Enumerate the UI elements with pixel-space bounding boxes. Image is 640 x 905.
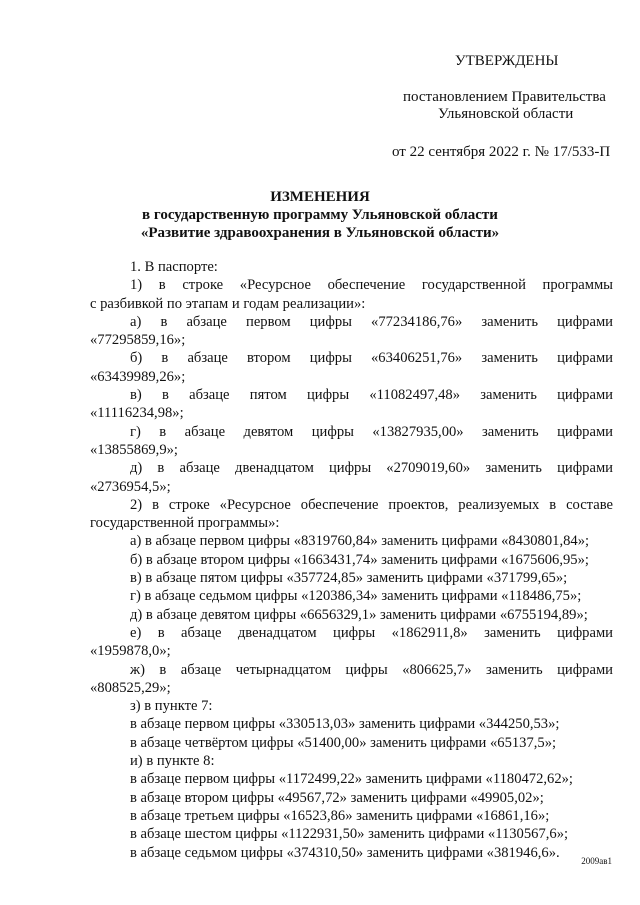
body-line: в абзаце втором цифры «49567,72» заменить цифрами «49905,02»; <box>130 789 544 806</box>
body-line: а) в абзаце первом цифры «8319760,84» заменить цифрами «8430801,84»; <box>130 533 590 550</box>
body-line: з) в пункте 7: <box>130 698 213 715</box>
body-line: ж) в абзаце четырнадцатом цифры «806625,7» заменить цифрами <box>130 661 613 678</box>
body-line: б) в абзаце втором цифры «63406251,76» заменить цифрами <box>130 350 613 367</box>
approval-line-1: постановлением Правительства <box>403 89 606 105</box>
body-line: «77295859,16»; <box>90 332 186 349</box>
body-line: б) в абзаце втором цифры «1663431,74» заменить цифрами «1675606,95»; <box>130 551 589 568</box>
body-line: в абзаце четвёртом цифры «51400,00» заменить цифрами «65137,5»; <box>130 734 557 751</box>
document-body <box>90 258 613 862</box>
approval-line-2: Ульяновской области <box>438 106 574 122</box>
body-line: в) в абзаце пятом цифры «357724,85» заменить цифрами «371799,65»; <box>130 570 568 587</box>
heading-subtitle-2: «Развитие здравоохранения в Ульяновской области» <box>140 225 500 241</box>
body-line: д) в абзаце девятом цифры «6656329,1» заменить цифрами «6755194,89»; <box>130 606 588 623</box>
body-line: в абзаце третьем цифры «16523,86» заменить цифрами «16861,16»; <box>130 807 550 824</box>
body-line: е) в абзаце двенадцатом цифры «1862911,8» заменить цифрами <box>130 624 613 641</box>
approval-date: от 22 сентября 2022 г. № 17/533-П <box>392 144 611 160</box>
heading-title: ИЗМЕНЕНИЯ <box>270 189 370 205</box>
body-line: г) в абзаце девятом цифры «13827935,00» заменить цифрами <box>130 423 613 440</box>
body-line: в абзаце первом цифры «1172499,22» заменить цифрами «1180472,62»; <box>130 771 573 788</box>
body-line: г) в абзаце седьмом цифры «120386,34» заменить цифрами «118486,75»; <box>130 588 582 605</box>
body-line: 2) в строке «Ресурсное обеспечение проектов, реализуемых в составе <box>130 496 613 513</box>
body-line: с разбивкой по этапам и годам реализации»: <box>90 295 366 312</box>
body-line: «13855869,9»; <box>90 441 178 458</box>
body-line: а) в абзаце первом цифры «77234186,76» заменить цифрами <box>130 313 613 330</box>
body-line: д) в абзаце двенадцатом цифры «2709019,60» заменить цифрами <box>130 460 613 477</box>
body-line: 1. В паспорте: <box>130 259 218 275</box>
heading-subtitle-1: в государственную программу Ульяновской области <box>142 207 498 223</box>
body-line: «63439989,26»; <box>90 368 186 385</box>
body-line: в абзаце седьмом цифры «374310,50» заменить цифрами «381946,6». <box>130 844 560 861</box>
body-line: государственной программы»: <box>90 515 280 532</box>
approval-title: УТВЕРЖДЕНЫ <box>455 53 559 69</box>
body-line: «808525,29»; <box>90 679 171 696</box>
body-line: «11116234,98»; <box>90 405 184 422</box>
body-line: «2736954,5»; <box>90 478 171 495</box>
body-line: в абзаце шестом цифры «1122931,50» заменить цифрами «1130567,6»; <box>130 826 569 843</box>
body-line: в абзаце первом цифры «330513,03» заменить цифрами «344250,53»; <box>130 716 560 733</box>
body-line: и) в пункте 8: <box>130 753 215 770</box>
footer-code: 2009ав1 <box>581 856 612 866</box>
body-line: в) в абзаце пятом цифры «11082497,48» заменить цифрами <box>130 387 613 404</box>
body-line: «1959878,0»; <box>90 643 171 660</box>
body-line: 1) в строке «Ресурсное обеспечение государственной программы <box>130 277 613 294</box>
